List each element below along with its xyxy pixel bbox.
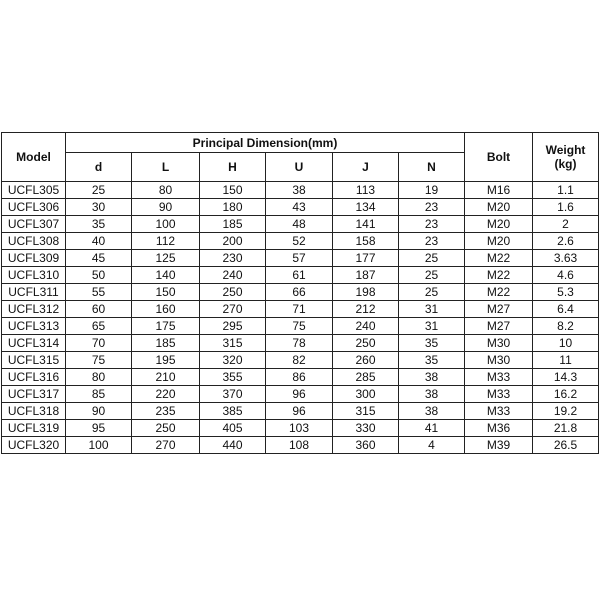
cell-model: UCFL314 [2, 335, 66, 352]
cell-h: 405 [200, 420, 266, 437]
cell-j: 300 [333, 386, 399, 403]
cell-weight: 4.6 [533, 267, 599, 284]
cell-n: 23 [399, 199, 465, 216]
table-row [2, 284, 599, 301]
cell-d: 55 [66, 284, 132, 301]
cell-l: 195 [132, 352, 200, 369]
cell-weight: 16.2 [533, 386, 599, 403]
cell-l: 270 [132, 437, 200, 454]
cell-bolt: M27 [465, 301, 533, 318]
cell-u: 82 [266, 352, 333, 369]
cell-d: 75 [66, 352, 132, 369]
cell-model: UCFL319 [2, 420, 66, 437]
cell-h: 250 [200, 284, 266, 301]
table-row [2, 403, 599, 420]
cell-weight: 19.2 [533, 403, 599, 420]
cell-n: 23 [399, 233, 465, 250]
cell-model: UCFL317 [2, 386, 66, 403]
cell-u: 38 [266, 182, 333, 199]
cell-bolt: M20 [465, 233, 533, 250]
cell-l: 140 [132, 267, 200, 284]
cell-l: 235 [132, 403, 200, 420]
cell-model: UCFL309 [2, 250, 66, 267]
cell-j: 260 [333, 352, 399, 369]
cell-l: 100 [132, 216, 200, 233]
cell-u: 96 [266, 403, 333, 420]
cell-n: 38 [399, 386, 465, 403]
cell-d: 85 [66, 386, 132, 403]
table-row [2, 386, 599, 403]
cell-h: 295 [200, 318, 266, 335]
header-weight-unit: (kg) [554, 157, 577, 171]
cell-n: 38 [399, 369, 465, 386]
header-j: J [333, 153, 399, 182]
cell-h: 385 [200, 403, 266, 420]
table-header [2, 133, 599, 182]
cell-u: 57 [266, 250, 333, 267]
table-body [2, 182, 599, 454]
header-weight [533, 133, 599, 182]
cell-j: 198 [333, 284, 399, 301]
cell-weight: 26.5 [533, 437, 599, 454]
cell-n: 19 [399, 182, 465, 199]
cell-l: 185 [132, 335, 200, 352]
cell-h: 240 [200, 267, 266, 284]
cell-n: 25 [399, 250, 465, 267]
header-h: H [200, 153, 266, 182]
table-row [2, 369, 599, 386]
cell-d: 70 [66, 335, 132, 352]
cell-d: 80 [66, 369, 132, 386]
cell-l: 250 [132, 420, 200, 437]
cell-n: 25 [399, 267, 465, 284]
header-l: L [132, 153, 200, 182]
cell-h: 355 [200, 369, 266, 386]
cell-bolt: M36 [465, 420, 533, 437]
cell-bolt: M33 [465, 386, 533, 403]
cell-d: 65 [66, 318, 132, 335]
header-model: Model [2, 133, 66, 182]
cell-d: 35 [66, 216, 132, 233]
cell-j: 360 [333, 437, 399, 454]
cell-l: 210 [132, 369, 200, 386]
cell-j: 113 [333, 182, 399, 199]
header-d: d [66, 153, 132, 182]
cell-weight: 1.6 [533, 199, 599, 216]
cell-weight: 5.3 [533, 284, 599, 301]
cell-u: 43 [266, 199, 333, 216]
cell-j: 187 [333, 267, 399, 284]
cell-bolt: M22 [465, 284, 533, 301]
header-bolt: Bolt [465, 133, 533, 182]
table-row [2, 352, 599, 369]
cell-n: 31 [399, 318, 465, 335]
cell-d: 30 [66, 199, 132, 216]
cell-l: 125 [132, 250, 200, 267]
cell-n: 31 [399, 301, 465, 318]
cell-l: 150 [132, 284, 200, 301]
cell-j: 330 [333, 420, 399, 437]
cell-j: 158 [333, 233, 399, 250]
table-row [2, 318, 599, 335]
cell-j: 240 [333, 318, 399, 335]
cell-weight: 2.6 [533, 233, 599, 250]
cell-model: UCFL313 [2, 318, 66, 335]
cell-h: 185 [200, 216, 266, 233]
table-row [2, 335, 599, 352]
cell-j: 141 [333, 216, 399, 233]
cell-n: 35 [399, 352, 465, 369]
cell-l: 80 [132, 182, 200, 199]
cell-u: 71 [266, 301, 333, 318]
cell-n: 23 [399, 216, 465, 233]
cell-weight: 11 [533, 352, 599, 369]
cell-n: 25 [399, 284, 465, 301]
cell-model: UCFL307 [2, 216, 66, 233]
cell-model: UCFL318 [2, 403, 66, 420]
cell-h: 315 [200, 335, 266, 352]
table-row [2, 301, 599, 318]
cell-u: 96 [266, 386, 333, 403]
cell-h: 230 [200, 250, 266, 267]
cell-model: UCFL305 [2, 182, 66, 199]
table-row [2, 420, 599, 437]
cell-n: 41 [399, 420, 465, 437]
table-row [2, 267, 599, 284]
cell-n: 4 [399, 437, 465, 454]
cell-weight: 21.8 [533, 420, 599, 437]
cell-bolt: M16 [465, 182, 533, 199]
cell-bolt: M39 [465, 437, 533, 454]
cell-l: 112 [132, 233, 200, 250]
cell-d: 25 [66, 182, 132, 199]
table-row [2, 216, 599, 233]
cell-weight: 8.2 [533, 318, 599, 335]
header-u: U [266, 153, 333, 182]
cell-u: 61 [266, 267, 333, 284]
cell-j: 315 [333, 403, 399, 420]
cell-h: 370 [200, 386, 266, 403]
cell-weight: 1.1 [533, 182, 599, 199]
cell-j: 212 [333, 301, 399, 318]
cell-bolt: M20 [465, 199, 533, 216]
cell-model: UCFL316 [2, 369, 66, 386]
header-principal-dimension: Principal Dimension(mm) [66, 133, 465, 153]
cell-u: 75 [266, 318, 333, 335]
cell-h: 320 [200, 352, 266, 369]
cell-weight: 6.4 [533, 301, 599, 318]
cell-bolt: M22 [465, 267, 533, 284]
cell-l: 90 [132, 199, 200, 216]
cell-n: 35 [399, 335, 465, 352]
cell-d: 40 [66, 233, 132, 250]
cell-d: 60 [66, 301, 132, 318]
cell-j: 285 [333, 369, 399, 386]
cell-d: 45 [66, 250, 132, 267]
cell-model: UCFL311 [2, 284, 66, 301]
cell-l: 160 [132, 301, 200, 318]
cell-h: 180 [200, 199, 266, 216]
cell-l: 175 [132, 318, 200, 335]
cell-u: 78 [266, 335, 333, 352]
cell-d: 100 [66, 437, 132, 454]
cell-h: 440 [200, 437, 266, 454]
cell-u: 66 [266, 284, 333, 301]
cell-weight: 10 [533, 335, 599, 352]
cell-j: 134 [333, 199, 399, 216]
cell-bolt: M33 [465, 369, 533, 386]
header-n: N [399, 153, 465, 182]
cell-bolt: M20 [465, 216, 533, 233]
cell-d: 95 [66, 420, 132, 437]
cell-u: 103 [266, 420, 333, 437]
cell-bolt: M30 [465, 335, 533, 352]
cell-model: UCFL320 [2, 437, 66, 454]
cell-model: UCFL312 [2, 301, 66, 318]
cell-bolt: M27 [465, 318, 533, 335]
cell-h: 200 [200, 233, 266, 250]
table-row [2, 250, 599, 267]
table-row [2, 182, 599, 199]
cell-u: 108 [266, 437, 333, 454]
cell-d: 90 [66, 403, 132, 420]
cell-bolt: M33 [465, 403, 533, 420]
cell-j: 177 [333, 250, 399, 267]
cell-model: UCFL308 [2, 233, 66, 250]
cell-h: 270 [200, 301, 266, 318]
cell-weight: 14.3 [533, 369, 599, 386]
cell-u: 52 [266, 233, 333, 250]
cell-model: UCFL306 [2, 199, 66, 216]
cell-u: 86 [266, 369, 333, 386]
cell-model: UCFL310 [2, 267, 66, 284]
cell-n: 38 [399, 403, 465, 420]
table-row [2, 199, 599, 216]
header-weight-title: Weight [545, 143, 586, 157]
cell-bolt: M30 [465, 352, 533, 369]
cell-l: 220 [132, 386, 200, 403]
table-row [2, 233, 599, 250]
cell-weight: 3.63 [533, 250, 599, 267]
cell-h: 150 [200, 182, 266, 199]
dimension-table [1, 132, 599, 454]
cell-j: 250 [333, 335, 399, 352]
cell-model: UCFL315 [2, 352, 66, 369]
cell-bolt: M22 [465, 250, 533, 267]
cell-u: 48 [266, 216, 333, 233]
table-row [2, 437, 599, 454]
cell-weight: 2 [533, 216, 599, 233]
cell-d: 50 [66, 267, 132, 284]
